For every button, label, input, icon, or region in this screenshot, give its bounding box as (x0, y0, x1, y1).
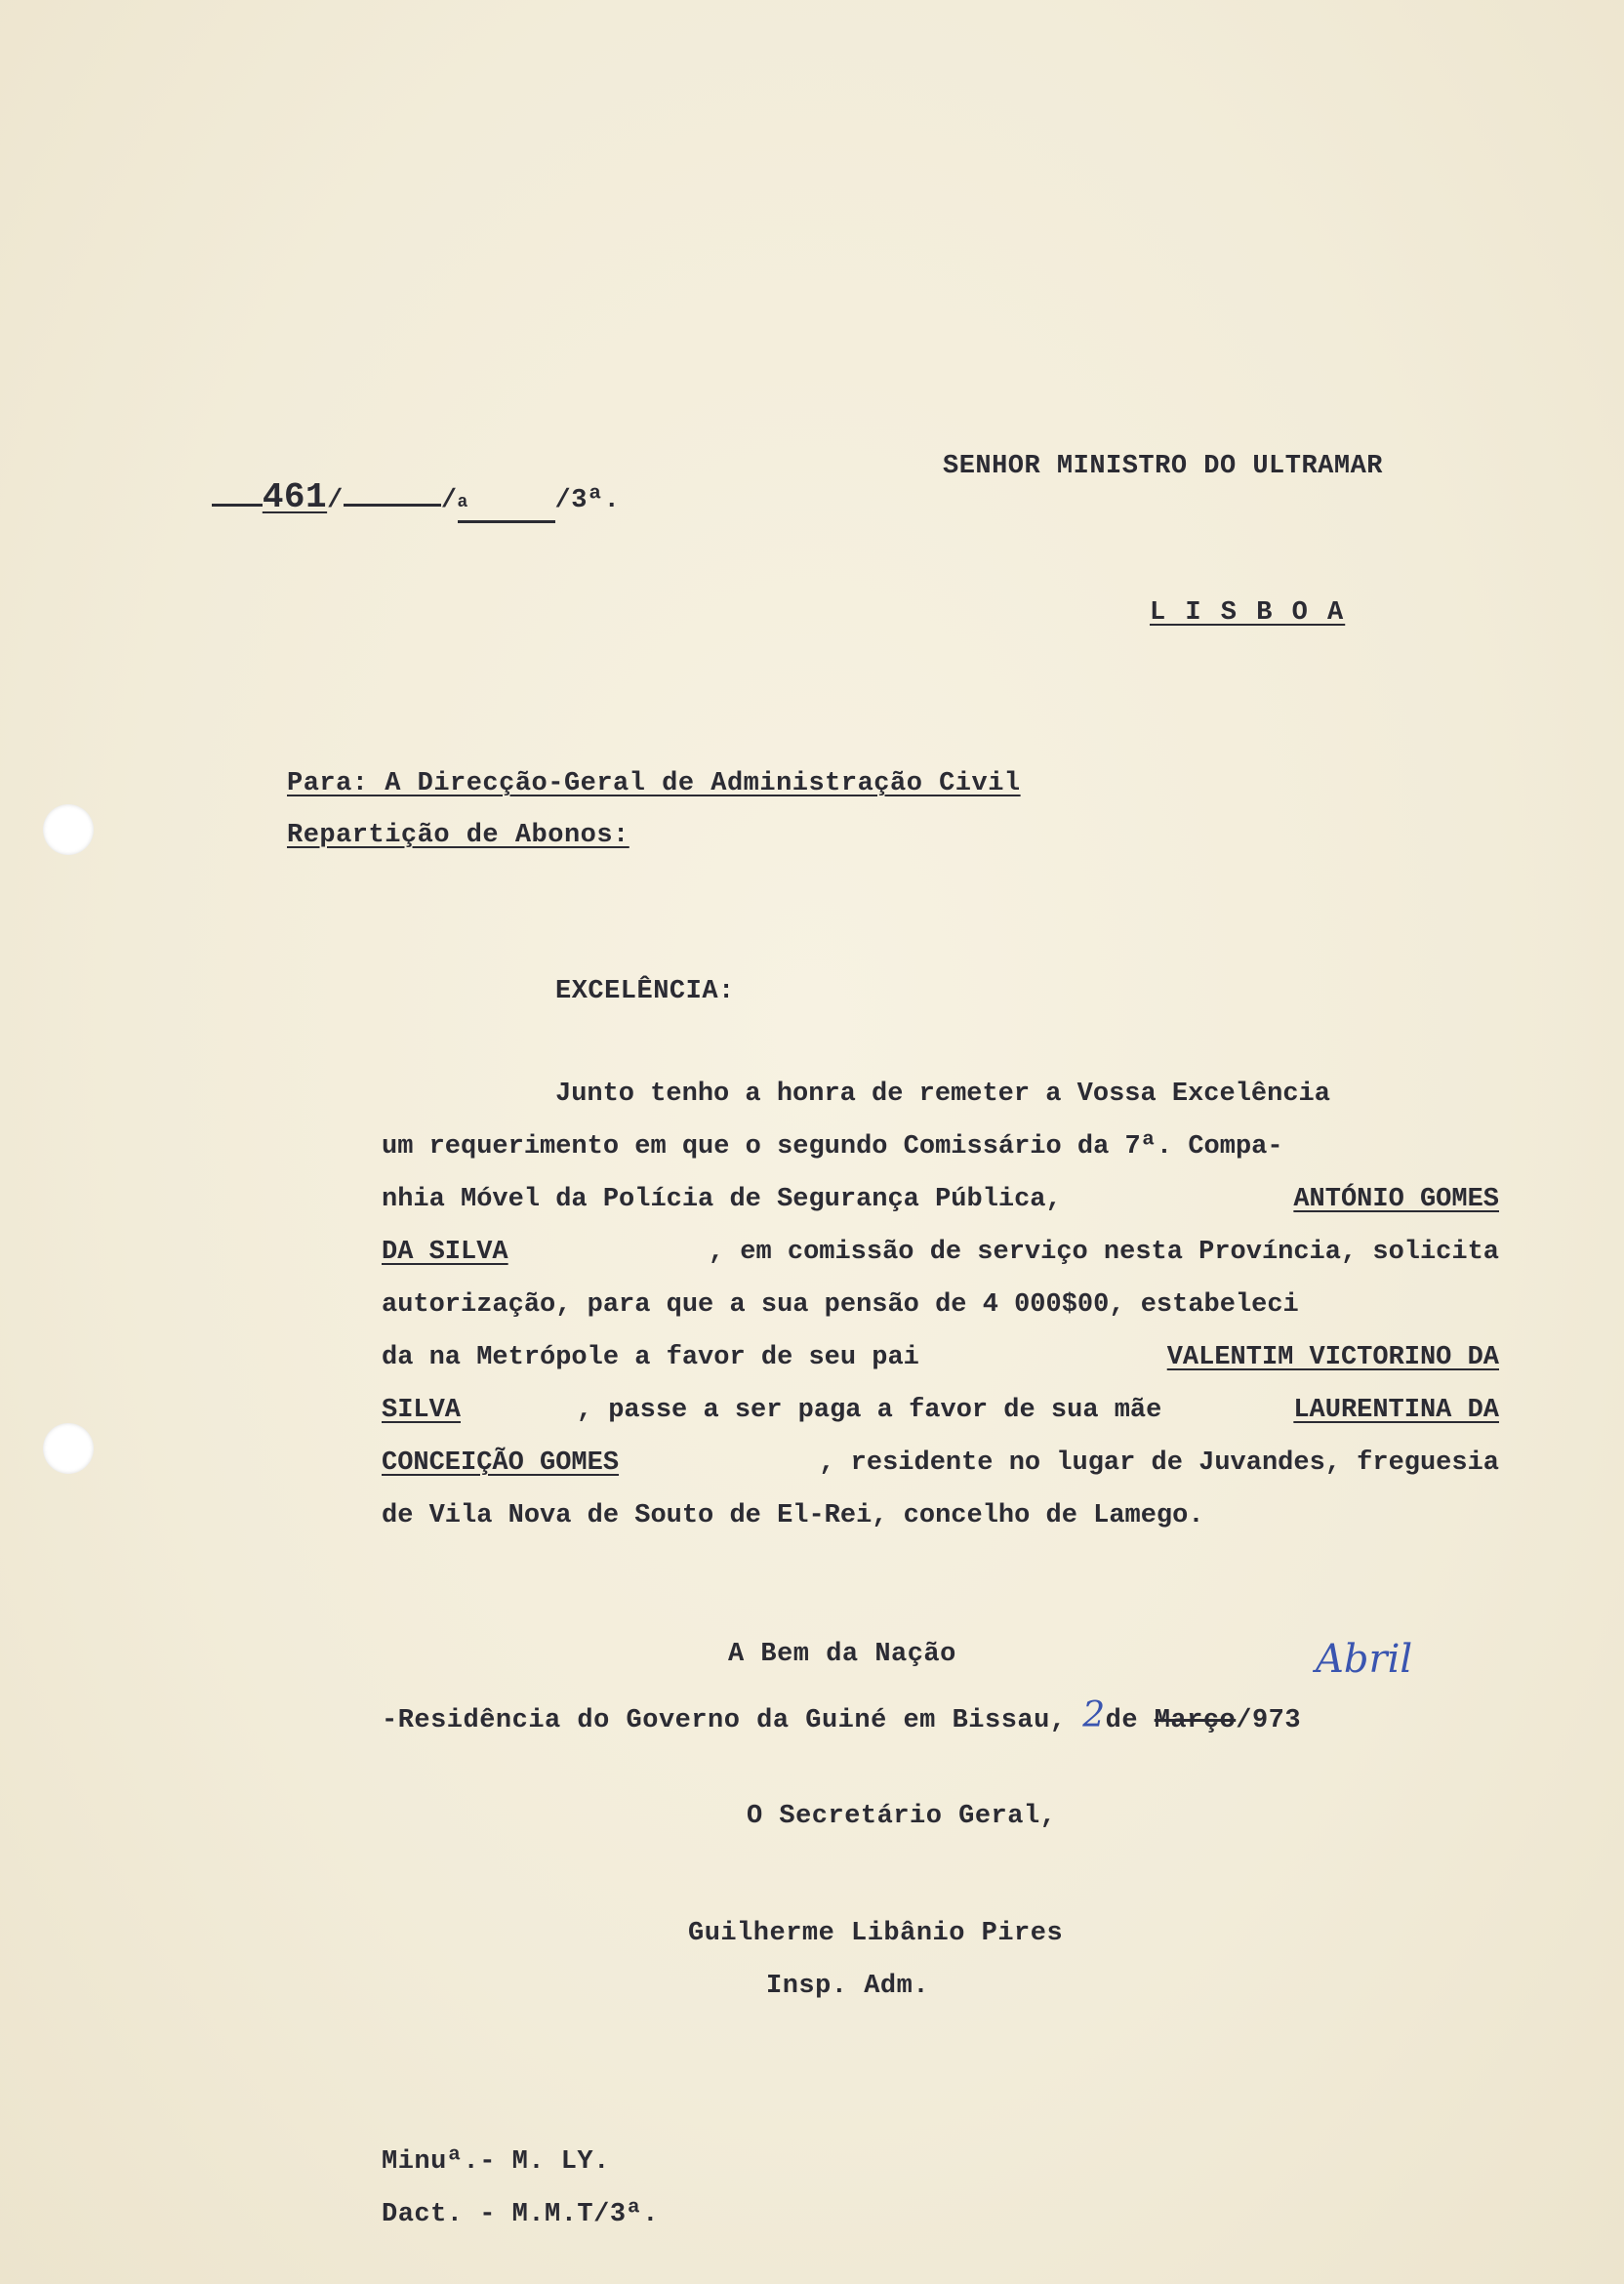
body-text: , residente no lugar de Juvandes, freguesia (819, 1448, 1499, 1478)
signature-title: Insp. Adm. (766, 1972, 930, 2001)
closing-motto: A Bem da Nação (728, 1640, 956, 1669)
person-name: ANTÓNIO GOMES (1293, 1185, 1499, 1214)
body-text: , em comissão de serviço nesta Província, solicita (708, 1238, 1499, 1267)
closing-de: de (1105, 1706, 1139, 1735)
body-line (555, 1080, 1499, 1109)
body-line (382, 1448, 1499, 1478)
person-name: LAURENTINA DA (1293, 1396, 1499, 1425)
body-text: , passe a ser paga a favor de sua mãe (576, 1396, 1178, 1425)
punch-hole-top (43, 804, 94, 855)
body-text: Junto tenho a honra de remeter a Vossa Excelência (555, 1080, 1330, 1109)
footer-dact: Dact. - M.M.T/3ª. (382, 2200, 659, 2229)
body-line (382, 1132, 1499, 1162)
salutation: EXCELÊNCIA: (555, 977, 735, 1006)
ref-separator: / (554, 486, 572, 515)
person-name: VALENTIM VICTORINO DA (1166, 1343, 1499, 1372)
routing-line-2: Repartição de Abonos: (287, 821, 629, 850)
reference-number-value: 461 (262, 477, 328, 517)
body-text: da na Metrópole a favor de seu pai (382, 1343, 936, 1372)
body-line (382, 1185, 1499, 1214)
closing-place-date (382, 1695, 1301, 1735)
punch-hole-bottom (43, 1423, 94, 1474)
handwritten-month: Abril (1316, 1637, 1413, 1682)
body-line (382, 1290, 1499, 1320)
signature-name: Guilherme Libânio Pires (688, 1919, 1064, 1948)
footer-minuta: Minuª.- M. LY. (382, 2147, 610, 2177)
addressee-title: SENHOR MINISTRO DO ULTRAMAR (943, 452, 1383, 481)
person-name: DA SILVA (382, 1238, 508, 1267)
signature-role: O Secretário Geral, (747, 1802, 1057, 1831)
body-text: autorização, para que a sua pensão de 4 000$00, estabeleci (382, 1290, 1299, 1320)
handwritten-day: 2 (1082, 1695, 1106, 1735)
body-line (382, 1343, 1499, 1372)
body-text: nhia Móvel da Polícia de Segurança Pública, (382, 1185, 1077, 1214)
body-line (382, 1238, 1499, 1267)
body-text: um requerimento em que o segundo Comissário da 7ª. Compa- (382, 1132, 1283, 1162)
struck-month: Março (1154, 1706, 1237, 1735)
body-line (382, 1396, 1499, 1425)
body-line (382, 1501, 1499, 1530)
person-name: CONCEIÇÃO GOMES (382, 1448, 620, 1478)
body-text: de Vila Nova de Souto de El-Rei, concelho de Lamego. (382, 1501, 1204, 1530)
ref-separator: / (440, 486, 458, 515)
addressee-city: L I S B O A (1150, 598, 1346, 628)
routing-line-1: Para: A Direcção-Geral de Administração Civil (287, 769, 1021, 798)
closing-place: -Residência do Governo da Guiné em Bissau, (382, 1706, 1067, 1735)
ref-suffix: 3ª. (571, 486, 621, 515)
reference-number (146, 447, 620, 552)
ref-separator: / (327, 486, 344, 515)
closing-year: /973 (1236, 1706, 1302, 1735)
person-name: SILVA (382, 1396, 462, 1425)
ref-mark: a (457, 493, 468, 512)
